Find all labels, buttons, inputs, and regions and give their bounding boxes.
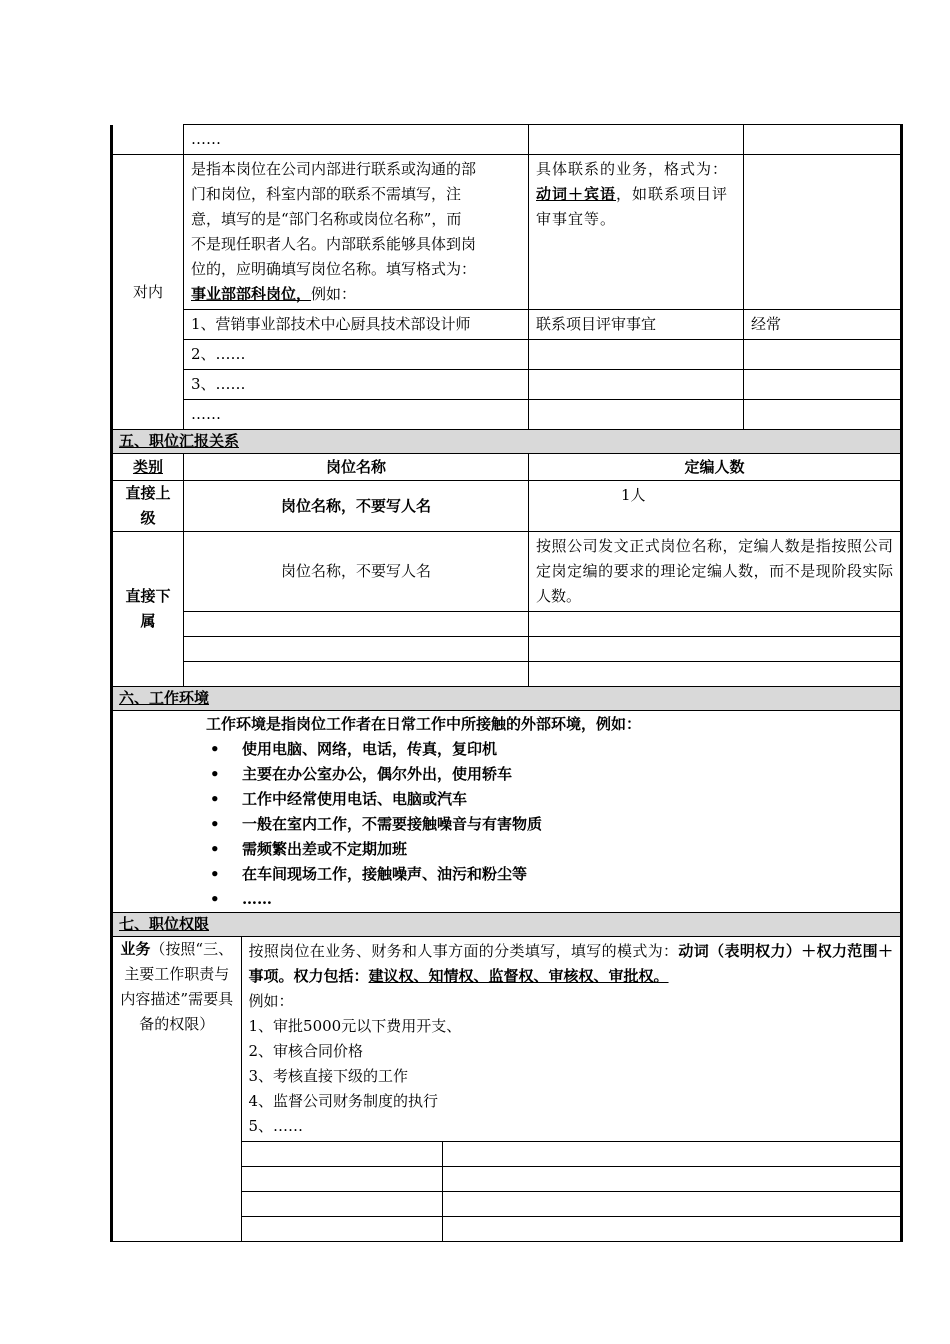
subordinate-blank-row-3 [112,662,902,687]
internal-description-row [112,155,902,310]
header-category: 类别 [112,454,184,481]
internal-contact-business [529,400,744,430]
blank-cell [241,1142,442,1167]
blank-cell [184,637,529,662]
authority-example-label: 例如： [248,992,294,1010]
authority-intro-plain: 按照岗位在业务、财务和人事方面的分类填写，填写的模式为： [248,942,679,960]
superior-quota: 1人 [529,481,902,532]
internal-contact-frequency [744,340,902,370]
blank-cell [529,662,902,687]
subordinate-position: 岗位名称，不要写人名 [184,532,529,612]
authority-category-rest: （按照“三、主要工作职责与内容描述”需要具备的权限） [120,940,234,1033]
superior-label: 直接上级 [112,481,184,532]
subordinate-row [112,532,902,612]
blank-cell [442,1192,900,1217]
authority-table [113,937,900,1241]
subordinate-quota: 按照公司发文正式岗位名称，定编人数是指按照公司定岗定编的要求的理论定编人数，而不是现阶段实际人数。 [529,532,902,612]
internal-desc-line-2: 门和岗位，科室内部的联系不需填写，注 [191,185,462,203]
internal-desc-line-3: 意，填写的是“部门名称或岗位名称”，而 [191,210,462,228]
section5-header-row [112,430,902,454]
environment-item: • 需频繁出差或不定期加班 [242,837,893,862]
authority-category-bold: 业务 [120,940,151,958]
category-cell-top [112,125,184,155]
internal-format-label: 事业部部科岗位， [191,285,312,303]
internal-contact-row-1 [112,310,902,340]
section7-title-cell [112,913,902,937]
internal-contact-business [529,340,744,370]
job-description-document [110,124,900,1242]
blank-cell [241,1217,442,1242]
internal-category-cell [112,155,184,430]
internal-freq-desc-cell [744,155,902,310]
section7-body-row [112,937,902,1242]
internal-category-label: 对内 [132,282,163,301]
authority-rights: 建议权、知情权、监督权、审核权、审批权。 [368,967,669,985]
superior-row [112,481,902,532]
environment-item: • 在车间现场工作，接触噪声、油污和粉尘等 [242,862,893,887]
authority-description-cell [241,937,900,1142]
internal-ellipsis-cell [184,125,529,155]
business-format-pre: 具体联系的业务，格式为： [536,160,729,178]
business-format-post: ，如联系项目评审事宜等。 [536,185,729,228]
business-format-bold: 动词＋宾语 [536,185,617,203]
environment-item: • 主要在办公室办公，偶尔外出，使用轿车 [242,762,893,787]
header-position: 岗位名称 [184,454,529,481]
section7-title: 七、职位权限 [119,915,210,933]
internal-desc-line-5: 位的，应明确填写岗位名称。填写格式为： [191,260,477,278]
internal-contact-row-3 [112,370,902,400]
subordinate-blank-row-1 [112,612,902,637]
subordinate-label: 直接下属 [112,532,184,687]
authority-example: 3、考核直接下级的工作 [248,1067,409,1085]
section6-header-row [112,687,902,711]
section5-title: 五、职位汇报关系 [119,432,240,450]
blank-cell [241,1167,442,1192]
internal-format-line [191,282,521,307]
work-environment-intro: 工作环境是指岗位工作者在日常工作中所接触的外部环境，例如： [206,715,642,733]
section5-column-headers [112,454,902,481]
blank-cell [529,637,902,662]
work-environment-list [120,737,893,912]
blank-cell [184,662,529,687]
internal-description-cell [184,155,529,310]
section6-body-row [112,711,902,913]
internal-business-cell-top [529,125,744,155]
environment-item: • 一般在室内工作，不需要接触噪音与有害物质 [242,812,893,837]
authority-container [112,937,902,1242]
blank-cell [241,1192,442,1217]
authority-example: 4、监督公司财务制度的执行 [248,1092,439,1110]
authority-main-row [113,937,900,1142]
internal-contact-name: 3、…… [184,370,529,400]
job-description-table [110,124,903,1242]
environment-item: • 使用电脑、网络，电话，传真，复印机 [242,737,893,762]
work-environment-cell [112,711,902,913]
internal-row-ellipsis-top [112,125,902,155]
subordinate-blank-row-2 [112,637,902,662]
environment-item: • …… [242,887,893,912]
authority-example: 1、审批5000元以下费用开支、 [248,1017,462,1035]
internal-desc-line-1: 是指本岗位在公司内部进行联系或沟通的部 [191,160,477,178]
authority-example: 5、…… [248,1117,304,1135]
blank-cell [529,612,902,637]
authority-intro-bold: 动词（表明权力）＋权力范围＋事项。权力包括： [248,942,894,985]
section6-title-cell [112,687,902,711]
internal-contact-row-2 [112,340,902,370]
internal-contact-row-4 [112,400,902,430]
internal-contact-frequency: 经常 [744,310,902,340]
section5-title-cell [112,430,902,454]
internal-contact-business: 联系项目评审事宜 [529,310,744,340]
internal-contact-frequency [744,400,902,430]
blank-cell [442,1217,900,1242]
internal-business-desc-cell [529,155,744,310]
internal-freq-cell-top [744,125,902,155]
blank-cell [184,612,529,637]
section6-title: 六、工作环境 [119,689,210,707]
internal-ellipsis-top: …… [191,130,221,148]
superior-position: 岗位名称，不要写人名 [184,481,529,532]
internal-contact-name: …… [184,400,529,430]
header-quota: 定编人数 [529,454,902,481]
internal-contact-name: 2、…… [184,340,529,370]
authority-example: 2、审核合同价格 [248,1042,364,1060]
environment-item: • 工作中经常使用电话、电脑或汽车 [242,787,893,812]
authority-intro [249,939,894,989]
section7-header-row [112,913,902,937]
internal-contact-frequency [744,370,902,400]
internal-format-tail: 例如： [311,285,357,303]
blank-cell [442,1167,900,1192]
internal-contact-name: 1、营销事业部技术中心厨具技术部设计师 [184,310,529,340]
authority-category-cell [113,937,241,1241]
blank-cell [442,1142,900,1167]
internal-contact-business [529,370,744,400]
internal-desc-line-4: 不是现任职者人名。内部联系能够具体到岗 [191,235,477,253]
